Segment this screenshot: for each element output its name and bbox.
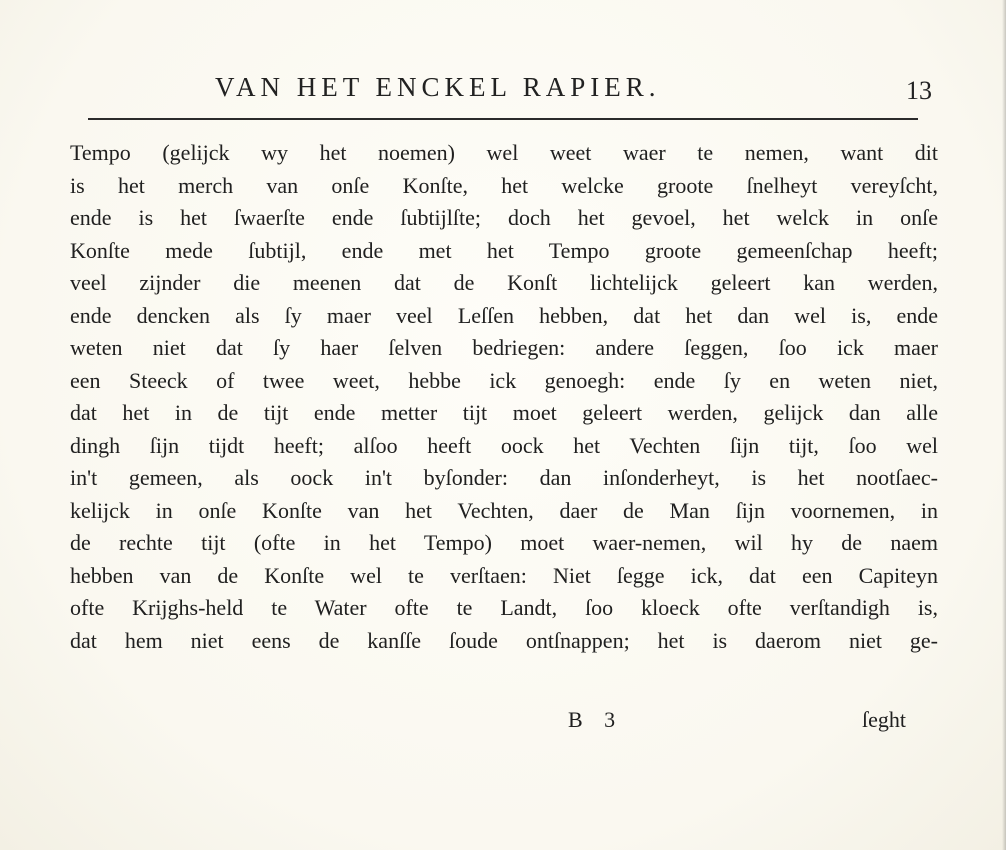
text-line: Tempo (gelijck wy het noemen) wel weet waer te nemen, want dit xyxy=(70,140,938,165)
text-line: dat hem niet eens de kanſſe ſoude ontſnappen; het is daerom niet ge- xyxy=(70,627,938,653)
body-text xyxy=(70,137,938,657)
text-line: een Steeck of twee weet, hebbe ick genoegh: ende ſy en weten niet, xyxy=(70,367,938,393)
text-line: is het merch van onſe Konſte, het welcke groote ſnelheyt vereyſcht, xyxy=(70,172,938,198)
header-rule xyxy=(88,118,918,120)
text-line: kelijck in onſe Konſte van het Vechten, daer de Man ſijn voornemen, in xyxy=(70,497,938,523)
text-line: dingh ſijn tijdt heeft; alſoo heeft oock het Vechten ſijn tijt, ſoo wel xyxy=(70,432,938,458)
text-line: dat het in de tijt ende metter tijt moet geleert werden, gelijck dan alle xyxy=(70,400,938,425)
text-line: ofte Krijghs-held te Water ofte te Landt, ſoo kloeck ofte verſtandigh is, xyxy=(70,595,938,620)
text-line: in't gemeen, als oock in't byſonder: dan inſonderheyt, is het nootſaec- xyxy=(70,465,938,490)
text-line: weten niet dat ſy haer ſelven bedriegen: andere ſeggen, ſoo ick maer xyxy=(70,335,938,360)
catchword: ſeght xyxy=(862,707,906,732)
text-line: veel zijnder die meenen dat de Konſt lichtelijck geleert kan werden, xyxy=(70,270,938,295)
page-edge-shadow xyxy=(1002,0,1006,850)
signature-mark: B 3 xyxy=(568,707,624,732)
text-line: ende is het ſwaerſte ende ſubtijlſte; doch het gevoel, het welck in onſe xyxy=(70,205,938,230)
text-line: Konſte mede ſubtijl, ende met het Tempo groote gemeenſchap heeft; xyxy=(70,237,938,263)
text-line: hebben van de Konſte wel te verſtaen: Niet ſegge ick, dat een Capiteyn xyxy=(70,562,938,588)
running-title: VAN HET ENCKEL RAPIER. xyxy=(215,72,661,102)
text-line: ende dencken als ſy maer veel Leſſen hebben, dat het dan wel is, ende xyxy=(70,302,938,328)
page-number: 13 xyxy=(906,76,932,105)
text-line: de rechte tijt (ofte in het Tempo) moet waer-nemen, wil hy de naem xyxy=(70,530,938,555)
